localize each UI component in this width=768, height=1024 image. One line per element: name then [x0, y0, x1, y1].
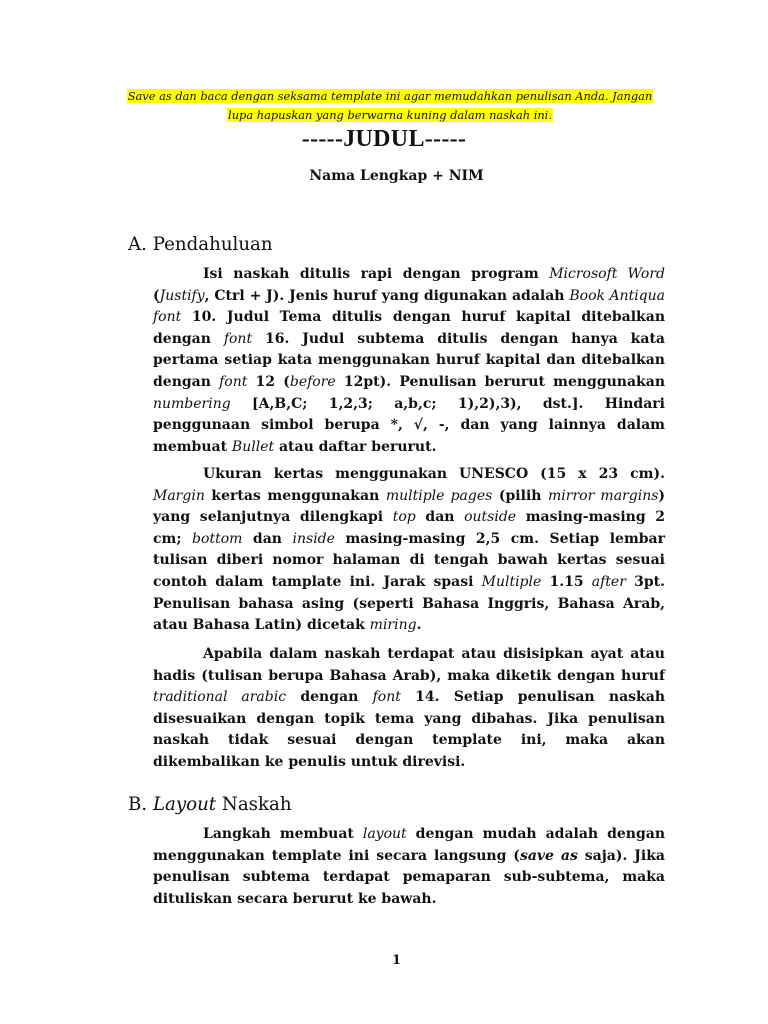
text-run: 3pt. Penulisan bahasa asing (seperti Bahasa Inggris, Bahasa Arab, atau Bahasa Latin) dicetak: [153, 573, 665, 634]
italic-run: numbering: [153, 395, 231, 412]
italic-run: font: [219, 373, 248, 390]
italic-run: Book Antiqua font: [153, 287, 665, 326]
italic-run: multiple pages: [385, 487, 493, 504]
text-run: dan: [415, 509, 465, 526]
note-line-2: lupa hapuskan yang berwarna kuning dalam naskah ini.: [228, 108, 552, 122]
section-title-italic: Layout: [152, 794, 217, 815]
text-run: 16. Judul subtema ditulis dengan hanya kata pertama setiap kata menggunakan huruf kapital dan ditebalkan dengan: [153, 330, 665, 390]
section-title: Pendahuluan: [152, 234, 273, 255]
text-run: masing-masing 2,5 cm. Setiap lembar tulisan diberi nomor halaman di tengah bawah kertas sesuai contoh dalam tamplate ini. Jarak spasi: [153, 530, 665, 590]
text-run: atau daftar berurut.: [274, 438, 437, 455]
italic-run: mirror margins: [548, 487, 659, 504]
author-name: Nama Lengkap + NIM: [309, 168, 484, 184]
italic-run: top: [392, 509, 416, 526]
italic-run: Margin: [153, 487, 205, 504]
section-heading-b: [128, 794, 292, 815]
italic-run: outside: [464, 509, 517, 526]
italic-run: inside: [292, 530, 335, 547]
text-run: (pilih: [492, 487, 549, 504]
italic-run: bottom: [192, 530, 243, 547]
text-run: Apabila dalam naskah terdapat atau disisipkan ayat atau hadis (tulisan berupa Bahasa Arab), maka diketik dengan huruf: [153, 646, 665, 684]
document-title: -----JUDUL-----: [301, 126, 467, 152]
italic-run: font: [372, 689, 401, 706]
text-run: [A,B,C; 1,2,3; a,b,c; 1),2),3), dst.]. Hindari penggunaan simbol berupa *, √, -, dan yang lainnya dalam membuat: [153, 395, 665, 455]
italic-run: Microsoft Word: [549, 266, 665, 282]
paragraph-4: [153, 824, 665, 910]
text-run: dengan mudah adalah dengan menggunakan template ini secara langsung (: [153, 826, 665, 864]
italic-run: miring: [369, 617, 417, 634]
text-run: dan: [242, 530, 293, 547]
page-number: 1: [391, 953, 402, 968]
section-heading-a: [128, 234, 273, 255]
section-number: A.: [128, 234, 147, 255]
text-run: Ukuran kertas menggunakan UNESCO (15 x 23 cm).: [203, 466, 665, 482]
italic-run: traditional arabic: [153, 689, 287, 706]
italic-run: Bullet: [231, 438, 275, 455]
text-run: 12pt). Penulisan berurut menggunakan: [335, 373, 665, 390]
text-run: 12 (: [247, 373, 290, 390]
text-run: 1.15: [541, 573, 592, 590]
text-run: saja). Jika penulisan subtema terdapat pemaparan sub-subtema, maka dituliskan secara berurut ke bawah.: [153, 847, 665, 907]
text-run: masing-masing 2 cm;: [153, 509, 666, 547]
text-run: (: [153, 287, 160, 304]
text-run: ) yang selanjutnya dilengkapi: [153, 487, 666, 526]
italic-run: Justify: [159, 287, 205, 304]
text-run: 10. Judul Tema ditulis dengan huruf kapital ditebalkan dengan: [153, 309, 665, 347]
text-run: .: [416, 617, 422, 634]
section-title-rest: Naskah: [216, 794, 292, 815]
italic-run: save as: [519, 847, 578, 864]
paragraph-3: [153, 644, 665, 774]
text-run: 14. Setiap penulisan naskah disesuaikan dengan topik tema yang dibahas. Jika penulisan naskah tidak sesuai dengan template ini, maka akan dikembalikan ke penulis untuk direvisi.: [153, 689, 666, 770]
text-run: Langkah membuat: [203, 826, 363, 842]
italic-run: font: [223, 330, 253, 347]
text-run: Isi naskah ditulis rapi dengan program: [203, 266, 550, 282]
text-run: kertas menggunakan: [204, 487, 386, 504]
italic-run: before: [289, 373, 336, 390]
section-number: B.: [128, 794, 148, 815]
italic-run: after: [591, 573, 626, 590]
text-run: dengan: [286, 689, 373, 706]
italic-run: layout: [362, 826, 407, 842]
paragraph-2: [153, 464, 665, 637]
note-line-1: Save as dan baca dengan seksama template ini agar memudahkan penulisan Anda. Jangan: [127, 89, 653, 103]
italic-run: Multiple: [481, 573, 542, 590]
template-instruction-note: [120, 87, 660, 125]
paragraph-1: [153, 264, 665, 458]
text-run: , Ctrl + J). Jenis huruf yang digunakan adalah: [204, 287, 570, 304]
